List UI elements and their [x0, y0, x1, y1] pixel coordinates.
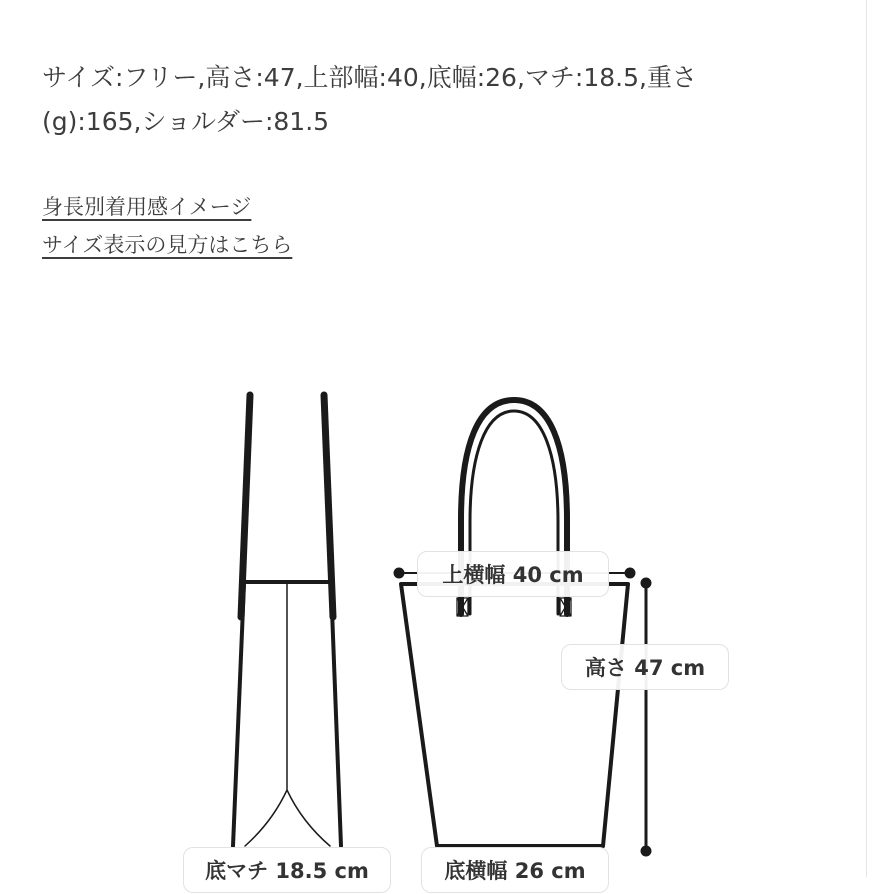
size-spec-line-2: (g):165,ショルダー:81.5 [42, 107, 330, 136]
bottom-gusset-label: 底マチ 18.5 cm [183, 847, 391, 893]
bag-side-view [233, 395, 341, 846]
top-width-right-dot [625, 568, 635, 578]
side-body-left [233, 584, 244, 846]
side-body-right [331, 584, 341, 846]
height-bottom-dot [641, 846, 651, 856]
size-guide-link[interactable]: サイズ表示の見方はこちら [42, 233, 293, 257]
height-label: 高さ 47 cm [561, 644, 729, 690]
height-top-dot [641, 578, 651, 588]
wear-image-link[interactable]: 身長別着用感イメージ [42, 195, 252, 219]
bottom-width-label: 底横幅 26 cm [421, 847, 609, 893]
size-spec-line-1: サイズ:フリー,高さ:47,上部幅:40,底幅:26,マチ:18.5,重さ [42, 63, 697, 92]
bag-front-view [401, 400, 628, 846]
top-width-label: 上横幅 40 cm [417, 551, 609, 597]
front-body-outline [401, 584, 628, 846]
side-center-fold [245, 584, 330, 846]
top-width-left-dot [394, 568, 404, 578]
